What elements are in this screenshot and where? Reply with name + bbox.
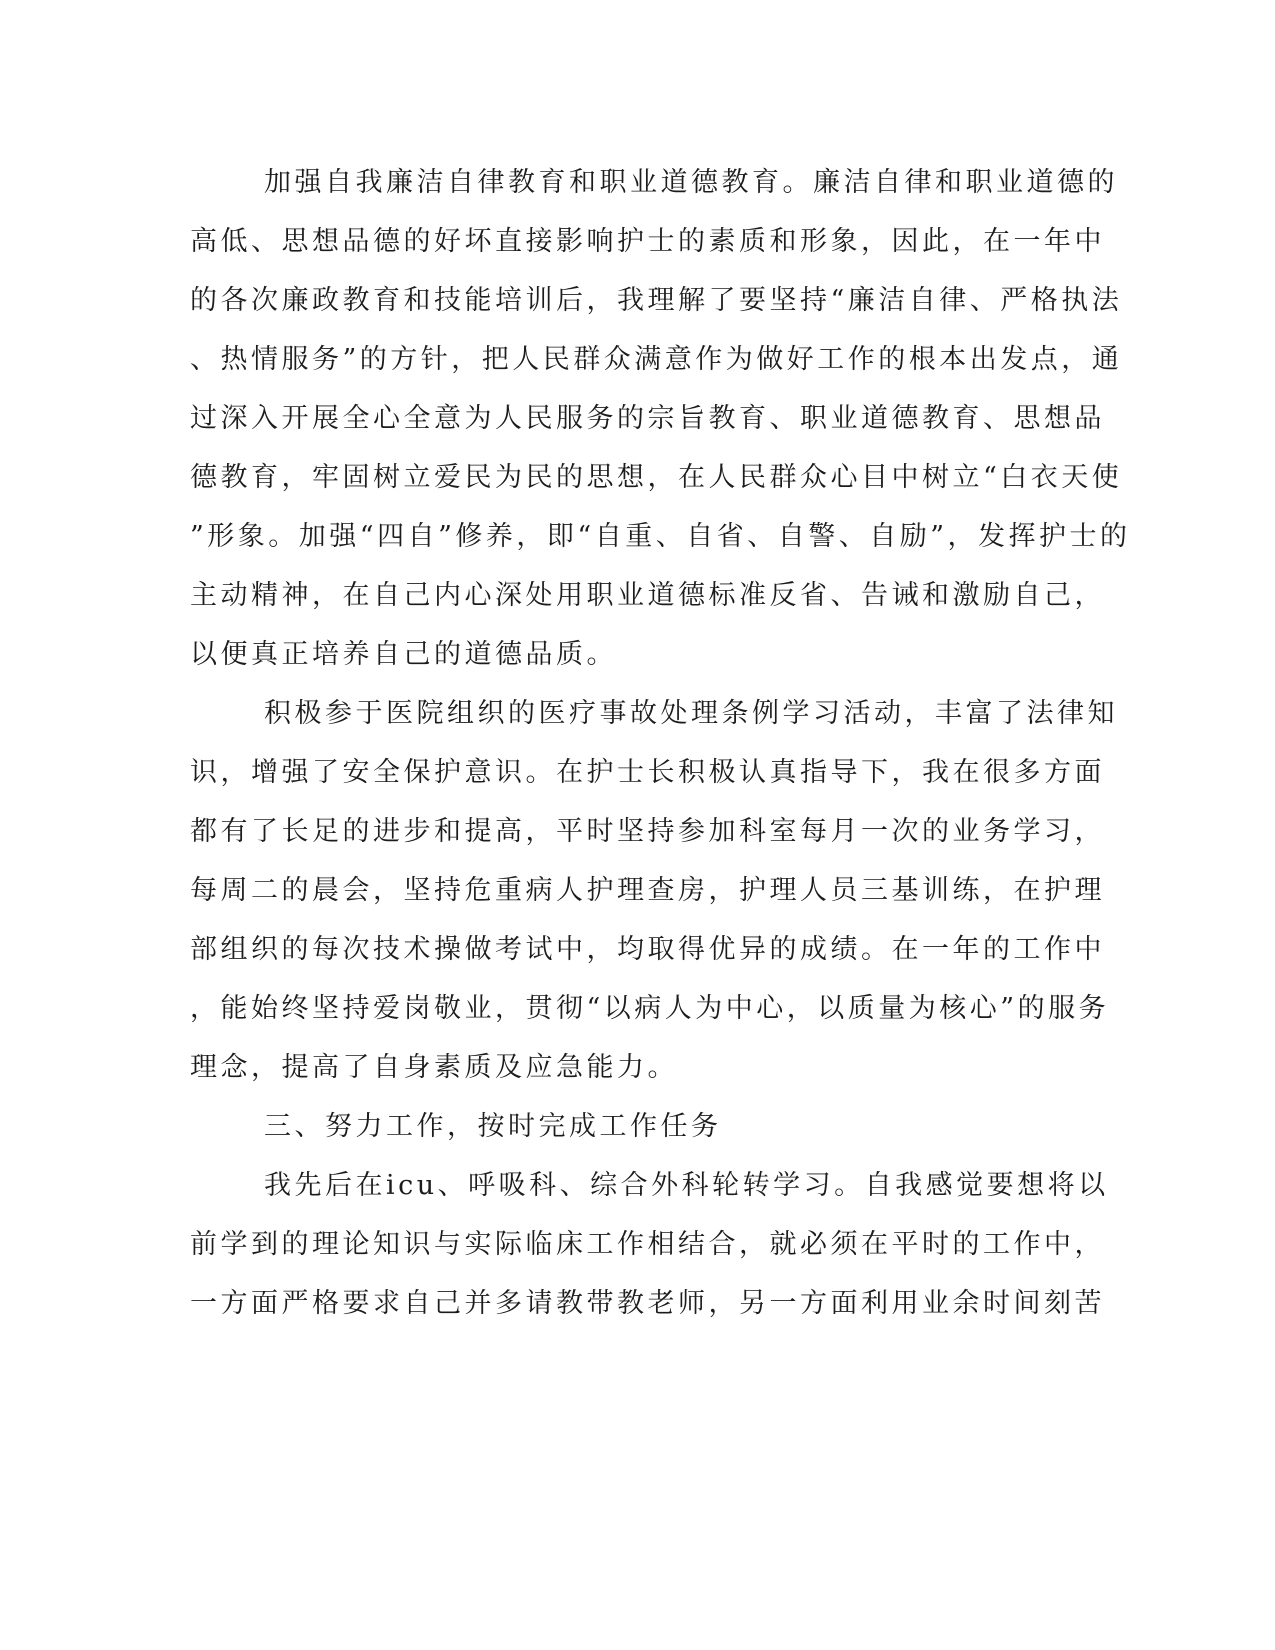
- text-line: 每周二的晨会，坚持危重病人护理查房，护理人员三基训练，在护理: [190, 875, 1105, 906]
- text-line: 、热情服务”的方针，把人民群众满意作为做好工作的根本出发点，通: [190, 344, 1123, 375]
- text-line: 以便真正培养自己的道德品质。: [190, 639, 617, 670]
- text-line: 高低、思想品德的好坏直接影响护士的素质和形象，因此，在一年中: [190, 226, 1105, 257]
- text-line: 德教育，牢固树立爱民为民的思想，在人民群众心目中树立“白衣天使: [190, 462, 1123, 493]
- text-line: 积极参于医院组织的医疗事故处理条例学习活动，丰富了法律知: [264, 698, 1118, 729]
- text-line: 理念，提高了自身素质及应急能力。: [190, 1052, 678, 1083]
- text-line: 主动精神，在自己内心深处用职业道德标准反省、告诫和激励自己，: [190, 580, 1105, 611]
- text-line: 识，增强了安全保护意识。在护士长积极认真指导下，我在很多方面: [190, 757, 1105, 788]
- text-line: 我先后在icu、呼吸科、综合外科轮转学习。自我感觉要想将以: [264, 1170, 1109, 1201]
- text-line: ”形象。加强“四自”修养，即“自重、自省、自警、自励”，发挥护士的: [190, 521, 1131, 552]
- text-line: 都有了长足的进步和提高，平时坚持参加科室每月一次的业务学习，: [190, 816, 1105, 847]
- text-line: 加强自我廉洁自律教育和职业道德教育。廉洁自律和职业道德的: [264, 167, 1118, 198]
- text-line: 的各次廉政教育和技能培训后，我理解了要坚持“廉洁自律、严格执法: [190, 285, 1123, 316]
- text-line: 过深入开展全心全意为人民服务的宗旨教育、职业道德教育、思想品: [190, 403, 1105, 434]
- text-line: 部组织的每次技术操做考试中，均取得优异的成绩。在一年的工作中: [190, 934, 1105, 965]
- section-heading: 三、努力工作，按时完成工作任务: [264, 1111, 722, 1142]
- text-line: 前学到的理论知识与实际临床工作相结合，就必须在平时的工作中，: [190, 1229, 1105, 1260]
- text-line: 一方面严格要求自己并多请教带教老师，另一方面利用业余时间刻苦: [190, 1288, 1105, 1319]
- text-line: ，能始终坚持爱岗敬业，贯彻“以病人为中心，以质量为核心”的服务: [190, 993, 1110, 1024]
